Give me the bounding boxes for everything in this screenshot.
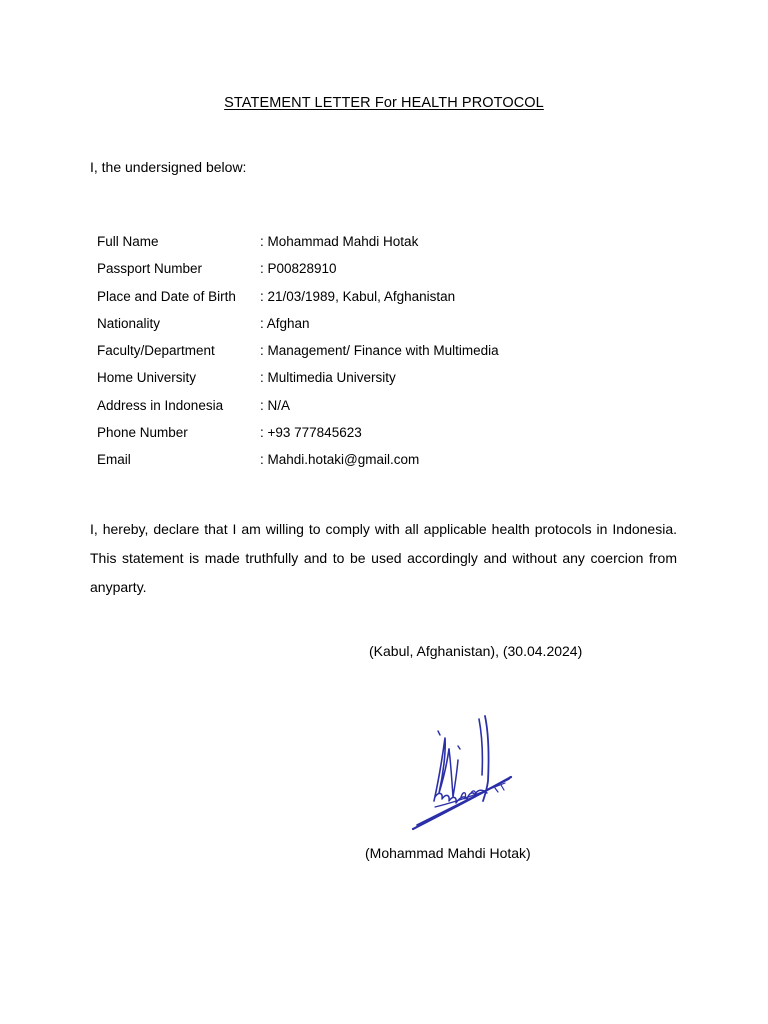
field-label: Passport Number bbox=[97, 261, 203, 277]
signature-strokes bbox=[413, 716, 511, 829]
field-value: : N/A bbox=[260, 397, 291, 413]
field-row-address-in-indonesia bbox=[97, 398, 657, 425]
field-value: : 21/03/1989, Kabul, Afghanistan bbox=[260, 288, 456, 304]
document-title: STATEMENT LETTER For HEALTH PROTOCOL bbox=[224, 95, 544, 111]
field-row-nationality bbox=[97, 316, 657, 343]
field-label: Email bbox=[97, 452, 131, 468]
field-value: : Multimedia University bbox=[260, 370, 396, 386]
field-label: Place and Date of Birth bbox=[97, 288, 236, 304]
field-value: : P00828910 bbox=[260, 261, 337, 277]
field-label: Phone Number bbox=[97, 425, 188, 441]
field-value: : Management/ Finance with Multimedia bbox=[260, 343, 499, 359]
signer-name: (Mohammad Mahdi Hotak) bbox=[365, 845, 531, 861]
field-label: Address in Indonesia bbox=[97, 397, 224, 413]
field-value: : Mahdi.hotaki@gmail.com bbox=[260, 452, 420, 468]
field-label: Home University bbox=[97, 370, 197, 386]
personal-details bbox=[97, 234, 657, 480]
field-row-faculty-department bbox=[97, 343, 657, 370]
field-row-passport-number bbox=[97, 261, 657, 288]
declaration-paragraph: I, hereby, declare that I am willing to comply with all applicable health protocols in Indonesia. This statement is made truthfully and to be used accordingly and without any coercion from anyparty. bbox=[90, 521, 677, 595]
field-row-home-university bbox=[97, 370, 657, 397]
field-row-phone-number bbox=[97, 425, 657, 452]
field-label: Full Name bbox=[97, 234, 159, 249]
field-value: : Afghan bbox=[260, 315, 310, 331]
field-label: Nationality bbox=[97, 315, 161, 331]
field-label: Faculty/Department bbox=[97, 343, 215, 359]
intro-text: I, the undersigned below: bbox=[90, 159, 247, 175]
signature-image bbox=[405, 705, 523, 835]
field-value: : Mohammad Mahdi Hotak bbox=[260, 234, 419, 249]
field-value: : +93 777845623 bbox=[260, 425, 362, 441]
field-row-place-date-of-birth bbox=[97, 289, 657, 316]
field-row-email bbox=[97, 452, 657, 479]
place-and-date: (Kabul, Afghanistan), (30.04.2024) bbox=[369, 643, 583, 659]
field-row-full-name bbox=[97, 234, 657, 261]
